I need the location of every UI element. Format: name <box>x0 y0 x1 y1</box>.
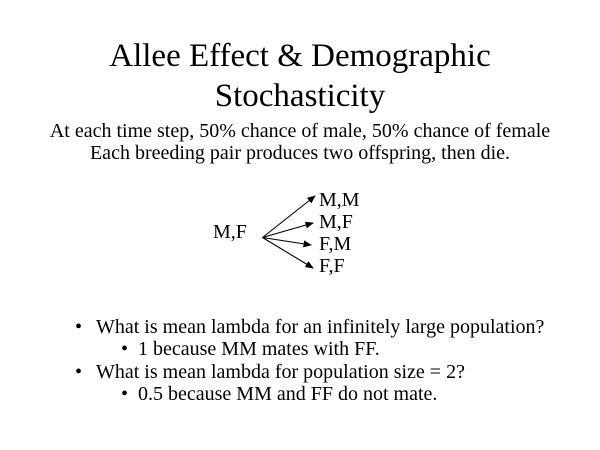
bullet-row <box>0 316 600 338</box>
bullet-marker: • <box>75 360 83 383</box>
arrow-line-ff <box>263 238 314 269</box>
offspring-label-mf: M,F <box>319 211 353 233</box>
offspring-label-fm: F,M <box>319 233 352 255</box>
bullet-marker: • <box>121 338 129 361</box>
bullet-text: 1 because MM mates with FF. <box>138 338 380 361</box>
bullet-marker: • <box>75 316 83 338</box>
arrow-line-fm <box>263 238 312 246</box>
bullet-text: What is mean lambda for an infinitely large population? <box>96 316 545 338</box>
offspring-label-mm: M,M <box>319 189 360 211</box>
bullet-text: 0.5 because MM and FF do not mate. <box>138 383 438 406</box>
bullet-marker: • <box>121 383 129 406</box>
offspring-outcomes-list <box>319 189 360 277</box>
bullet-row <box>0 338 600 360</box>
bullet-list <box>0 316 600 406</box>
subtitle-line-1: At each time step, 50% chance of male, 50% chance of female <box>49 120 551 142</box>
arrow-line-mf <box>263 223 314 238</box>
offspring-label-ff: F,F <box>319 255 345 277</box>
bullet-row <box>0 383 600 405</box>
slide-title: Allee Effect & Demographic Stochasticity <box>109 38 491 114</box>
bullet-row <box>0 361 600 383</box>
fan-arrows-svg <box>253 190 323 275</box>
arrow-line-mm <box>263 196 316 238</box>
subtitle-line-2: Each breeding pair produces two offspring, then die. <box>89 142 511 165</box>
bullet-text: What is mean lambda for population size = 2? <box>96 360 465 383</box>
parent-pair-label: M,F <box>213 221 247 243</box>
